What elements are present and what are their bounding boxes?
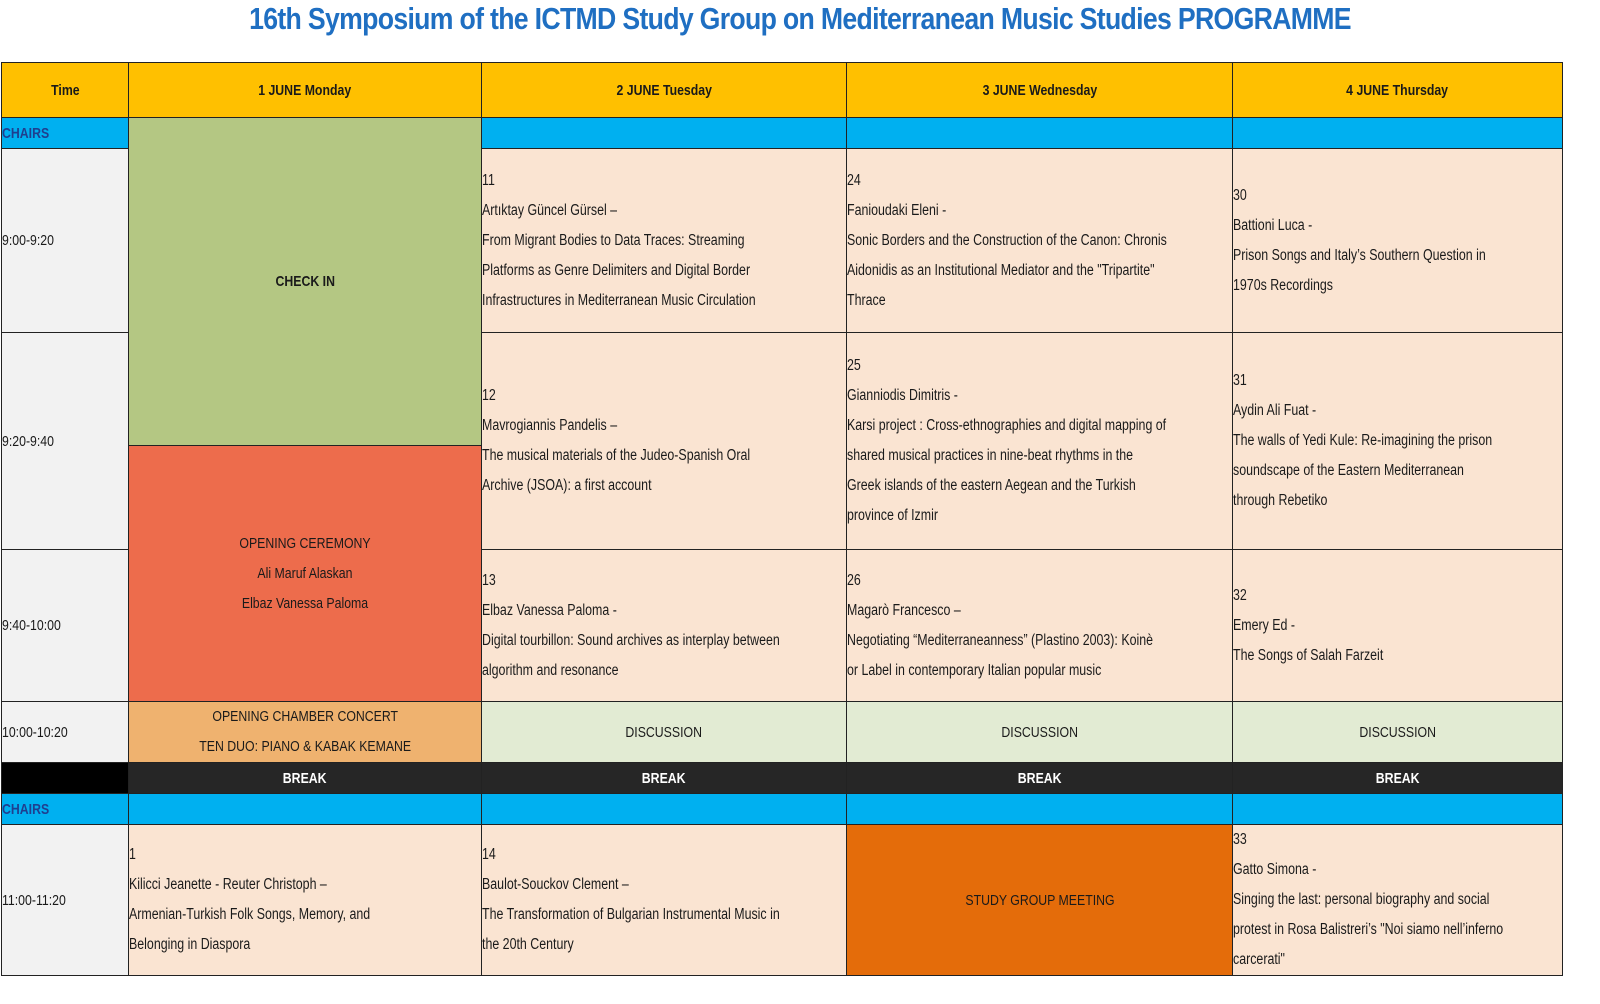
talk-title-line: Prison Songs and Italy’s Southern Question in	[1233, 246, 1486, 264]
chairs-cell-tuesday	[482, 118, 847, 149]
talk-cell-thursday	[1233, 550, 1563, 702]
talk-author: Aydin Ali Fuat -	[1233, 402, 1317, 419]
chairs-cell-wednesday	[847, 118, 1233, 149]
talk-title-line: Armenian-Turkish Folk Songs, Memory, and	[129, 906, 371, 923]
talk-title-line: Archive (JSOA): a first account	[482, 477, 652, 494]
talk-cell-monday	[129, 825, 482, 976]
talk-title-line: The Transformation of Bulgarian Instrumental Music in	[482, 906, 780, 923]
talk-number: 33	[1233, 831, 1247, 848]
talk-title-line: Aidonidis as an Institutional Mediator and the "Tripartite"	[847, 261, 1155, 279]
talk-title-line: 1970s Recordings	[1233, 276, 1333, 294]
chairs-cell-thursday	[1233, 118, 1563, 149]
talk-number: 12	[482, 387, 496, 404]
talk-title-line: Thrace	[847, 291, 886, 309]
talk-title-line: shared musical practices in nine-beat rhythms in the	[847, 447, 1134, 464]
header-time: Time	[2, 63, 129, 118]
talk-title-line: Infrastructures in Mediterranean Music Circulation	[482, 291, 756, 309]
chairs-cell-thursday	[1233, 794, 1563, 825]
talk-author: Gatto Simona -	[1233, 861, 1317, 878]
talk-author: Kilicci Jeanette - Reuter Christoph –	[129, 876, 327, 893]
talk-number: 26	[847, 571, 861, 589]
talk-number: 24	[847, 171, 861, 189]
talk-title-line: the 20th Century	[482, 936, 574, 953]
talk-title-line: protest in Rosa Balistreri’s "Noi siamo nell’inferno	[1233, 921, 1504, 938]
talk-number: 31	[1233, 372, 1247, 389]
slot-row-4	[2, 702, 1563, 763]
discussion-wednesday: DISCUSSION	[847, 702, 1233, 763]
talk-number: 1	[129, 846, 136, 863]
talk-cell-thursday	[1233, 333, 1563, 550]
chairs-label: CHAIRS	[2, 118, 129, 149]
talk-cell-wednesday	[847, 333, 1233, 550]
time-cell: 9:20-9:40	[2, 333, 129, 550]
header-thursday: 4 JUNE Thursday	[1233, 63, 1563, 118]
talk-title-line: or Label in contemporary Italian popular music	[847, 661, 1102, 679]
talk-cell-tuesday	[482, 333, 847, 550]
talk-number: 30	[1233, 186, 1247, 204]
page-title: 16th Symposium of the ICTMD Study Group on Mediterranean Music Studies PROGRAMME	[249, 1, 1351, 36]
chairs-label: CHAIRS	[2, 794, 129, 825]
talk-title-line: The Songs of Salah Farzeit	[1233, 646, 1384, 664]
break-tuesday: BREAK	[482, 763, 847, 794]
slot-row-5	[2, 825, 1563, 976]
chairs-cell-wednesday	[847, 794, 1233, 825]
chairs-cell-tuesday	[482, 794, 847, 825]
talk-title-line: From Migrant Bodies to Data Traces: Streaming	[482, 231, 745, 249]
chairs-row	[2, 794, 1563, 825]
talk-title-line: Negotiating “Mediterraneanness” (Plastino 2003): Koinè	[847, 631, 1154, 649]
break-wednesday: BREAK	[847, 763, 1233, 794]
talk-number: 25	[847, 357, 861, 374]
chairs-cell-monday	[129, 794, 482, 825]
talk-author: Fanioudaki Eleni -	[847, 201, 947, 219]
talk-number: 13	[482, 571, 496, 589]
check-in-block: CHECK IN	[129, 118, 482, 446]
time-cell: 9:00-9:20	[2, 149, 129, 333]
talk-title-line: algorithm and resonance	[482, 661, 619, 679]
talk-cell-tuesday	[482, 550, 847, 702]
talk-number: 11	[482, 171, 495, 189]
talk-title-line: soundscape of the Eastern Mediterranean	[1233, 462, 1464, 479]
talk-title-line: Digital tourbillon: Sound archives as interplay between	[482, 631, 780, 649]
talk-number: 32	[1233, 586, 1247, 604]
talk-title-line: Sonic Borders and the Construction of the Canon: Chronis	[847, 231, 1167, 249]
time-cell: 10:00-10:20	[2, 702, 129, 763]
talk-title-line: Belonging in Diaspora	[129, 936, 251, 953]
talk-title-line: Platforms as Genre Delimiters and Digital Border	[482, 261, 751, 279]
talk-author: Mavrogiannis Pandelis –	[482, 417, 618, 434]
time-cell: 11:00-11:20	[2, 825, 129, 976]
chairs-row	[2, 118, 1563, 149]
talk-title-line: Karsi project : Cross-ethnographies and digital mapping of	[847, 417, 1167, 434]
talk-cell-tuesday	[482, 825, 847, 976]
talk-cell-wednesday	[847, 550, 1233, 702]
talk-author: Battioni Luca -	[1233, 216, 1313, 234]
talk-title-line: The walls of Yedi Kule: Re-imagining the prison	[1233, 432, 1493, 449]
header-row	[2, 63, 1563, 118]
talk-author: Emery Ed -	[1233, 616, 1296, 634]
opening-ceremony-block: OPENING CEREMONY Ali Maruf Alaskan Elbaz Vanessa Paloma	[129, 446, 482, 702]
talk-cell-wednesday	[847, 149, 1233, 333]
discussion-tuesday: DISCUSSION	[482, 702, 847, 763]
talk-author: Baulot-Souckov Clement –	[482, 876, 629, 893]
talk-cell-thursday	[1233, 825, 1563, 976]
discussion-thursday: DISCUSSION	[1233, 702, 1563, 763]
header-tuesday: 2 JUNE Tuesday	[482, 63, 847, 118]
talk-author: Elbaz Vanessa Paloma -	[482, 601, 617, 619]
talk-title-line: The musical materials of the Judeo-Spanish Oral	[482, 447, 751, 464]
break-row	[2, 763, 1563, 794]
talk-author: Gianniodis Dimitris -	[847, 387, 958, 404]
break-monday: BREAK	[129, 763, 482, 794]
talk-author: Artıktay Güncel Gürsel –	[482, 201, 618, 219]
break-blank-cell	[2, 763, 129, 794]
talk-title-line: through Rebetiko	[1233, 492, 1328, 509]
talk-title-line: carcerati"	[1233, 951, 1285, 968]
talk-cell-thursday	[1233, 149, 1563, 333]
talk-title-line: Singing the last: personal biography and social	[1233, 891, 1490, 908]
header-wednesday: 3 JUNE Wednesday	[847, 63, 1233, 118]
programme-table	[1, 62, 1563, 976]
talk-title-line: province of Izmir	[847, 507, 938, 524]
talk-title-line: Greek islands of the eastern Aegean and the Turkish	[847, 477, 1136, 494]
talk-number: 14	[482, 846, 496, 863]
time-cell: 9:40-10:00	[2, 550, 129, 702]
talk-author: Magarò Francesco –	[847, 601, 961, 619]
break-thursday: BREAK	[1233, 763, 1563, 794]
opening-concert-block: OPENING CHAMBER CONCERT TEN DUO: PIANO & KABAK KEMANE	[129, 702, 482, 763]
talk-cell-tuesday	[482, 149, 847, 333]
header-monday: 1 JUNE Monday	[129, 63, 482, 118]
study-group-meeting-block: STUDY GROUP MEETING	[847, 825, 1233, 976]
